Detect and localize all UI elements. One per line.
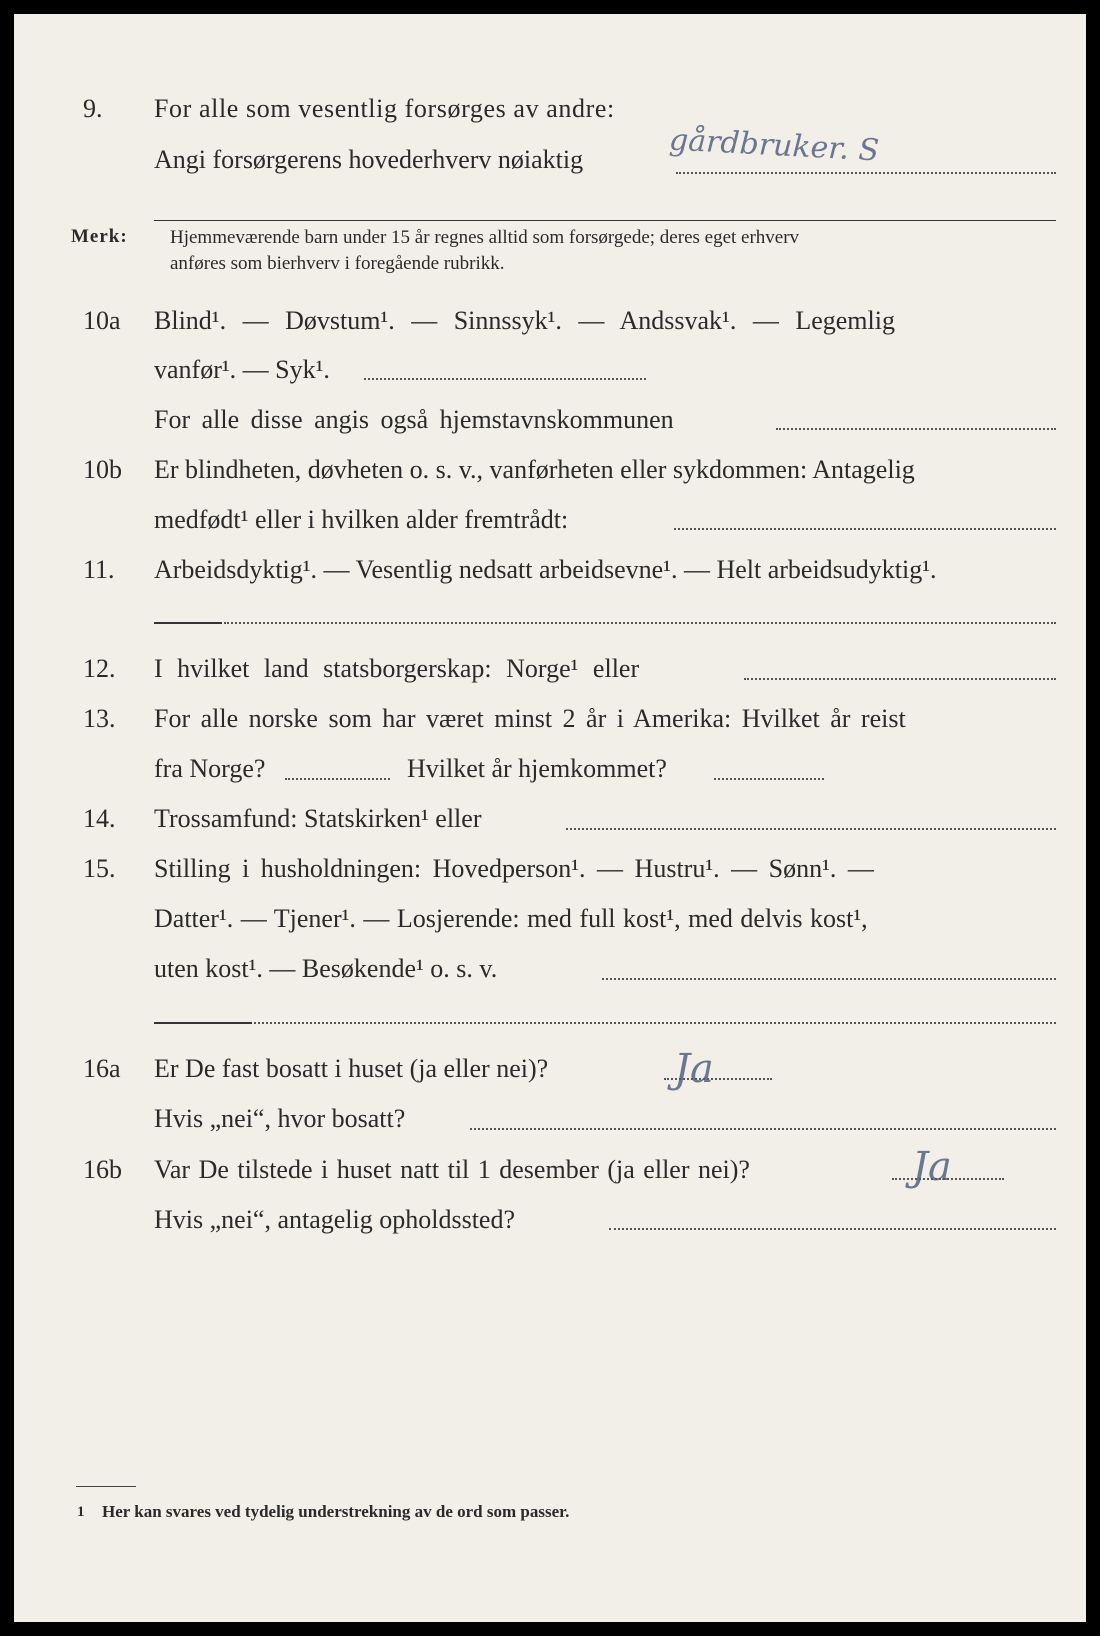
footnote-mark: 1 [77,1504,85,1520]
q10b-number: 10b [83,455,122,484]
q10a-number: 10a [83,306,121,335]
q13-hjemkommet-field[interactable] [714,778,824,780]
merk-label: Merk: [71,226,128,247]
q10a-line3: For alle disse angis også hjemstavnskommunen [154,405,674,434]
q13-reist-field[interactable] [285,778,390,780]
q9-line2: Angi forsørgerens hovederhverv nøiaktig [154,145,584,174]
q16a-handwritten-answer[interactable]: Ja [674,1046,714,1092]
q16b-line1: Var De tilstede i huset natt til 1 desember (ja eller nei)? [154,1155,750,1184]
footnote-text: Her kan svares ved tydelig understrekning av de ord som passer. [102,1502,570,1521]
q15-number: 15. [83,854,116,883]
q11-field[interactable] [224,622,1056,624]
q15-field[interactable] [602,978,1056,980]
q10b-field[interactable] [674,528,1056,530]
q10b-line1: Er blindheten, døvheten o. s. v., vanførheten eller sykdommen: Antagelig [154,455,915,484]
q10a-line2: vanfør¹. — Syk¹. [154,355,330,384]
q12-line1: I hvilket land statsborgerskap: Norge¹ eller [154,654,640,683]
q16b-field[interactable] [609,1228,1056,1230]
q12-field[interactable] [744,678,1056,680]
q16a-field[interactable] [470,1128,1056,1130]
q16b-answer-line [892,1178,1004,1180]
q9-answer-line [676,172,1056,174]
q13-line1: For alle norske som har været minst 2 år i Amerika: Hvilket år reist [154,704,906,733]
footnote-rule [76,1486,136,1487]
q13-line2b: Hvilket år hjemkommet? [407,754,667,783]
q10a-line2-field[interactable] [364,378,646,380]
q16a-line1: Er De fast bosatt i huset (ja eller nei)? [154,1054,549,1083]
q14-field[interactable] [566,828,1056,830]
q9-number: 9. [83,94,103,123]
q10b-line2: medfødt¹ eller i hvilken alder fremtrådt: [154,505,569,534]
q16a-line2: Hvis „nei“, hvor bosatt? [154,1104,406,1133]
q11-number: 11. [83,555,115,584]
census-form-page [14,14,1086,1622]
q16b-line2: Hvis „nei“, antagelig opholdssted? [154,1205,516,1234]
q10a-line3-field[interactable] [776,428,1056,430]
q15-line3: uten kost¹. — Besøkende¹ o. s. v. [154,954,498,983]
q16b-handwritten-answer[interactable]: Ja [912,1144,952,1190]
q15-line2: Datter¹. — Tjener¹. — Losjerende: med full kost¹, med delvis kost¹, [154,904,868,933]
q16a-answer-line [664,1078,772,1080]
q16b-number: 16b [83,1155,122,1184]
q11-line1: Arbeidsdyktig¹. — Vesentlig nedsatt arbeidsevne¹. — Helt arbeidsudyktig¹. [154,555,937,584]
q16a-number: 16a [83,1054,121,1083]
merk-line1: Hjemmeværende barn under 15 år regnes alltid som forsørgede; deres eget erhverv [170,227,800,248]
q15-underline [154,1022,252,1024]
q9-separator [154,220,1056,221]
q13-number: 13. [83,704,116,733]
q15-field-2[interactable] [254,1022,1056,1024]
q9-line1: For alle som vesentlig forsørges av andre: [154,94,615,123]
q10a-line1: Blind¹. — Døvstum¹. — Sinnssyk¹. — Andssvak¹. — Legemlig [154,306,895,335]
merk-line2: anføres som bierhverv i foregående rubrikk. [170,253,505,274]
q14-line1: Trossamfund: Statskirken¹ eller [154,804,482,833]
q13-line2a: fra Norge? [154,754,266,783]
q11-underline [154,622,222,624]
q14-number: 14. [83,804,116,833]
q15-line1: Stilling i husholdningen: Hovedperson¹. — Hustru¹. — Sønn¹. — [154,854,874,883]
q12-number: 12. [83,654,116,683]
q9-handwritten-answer[interactable]: gårdbruker. S [668,122,880,169]
